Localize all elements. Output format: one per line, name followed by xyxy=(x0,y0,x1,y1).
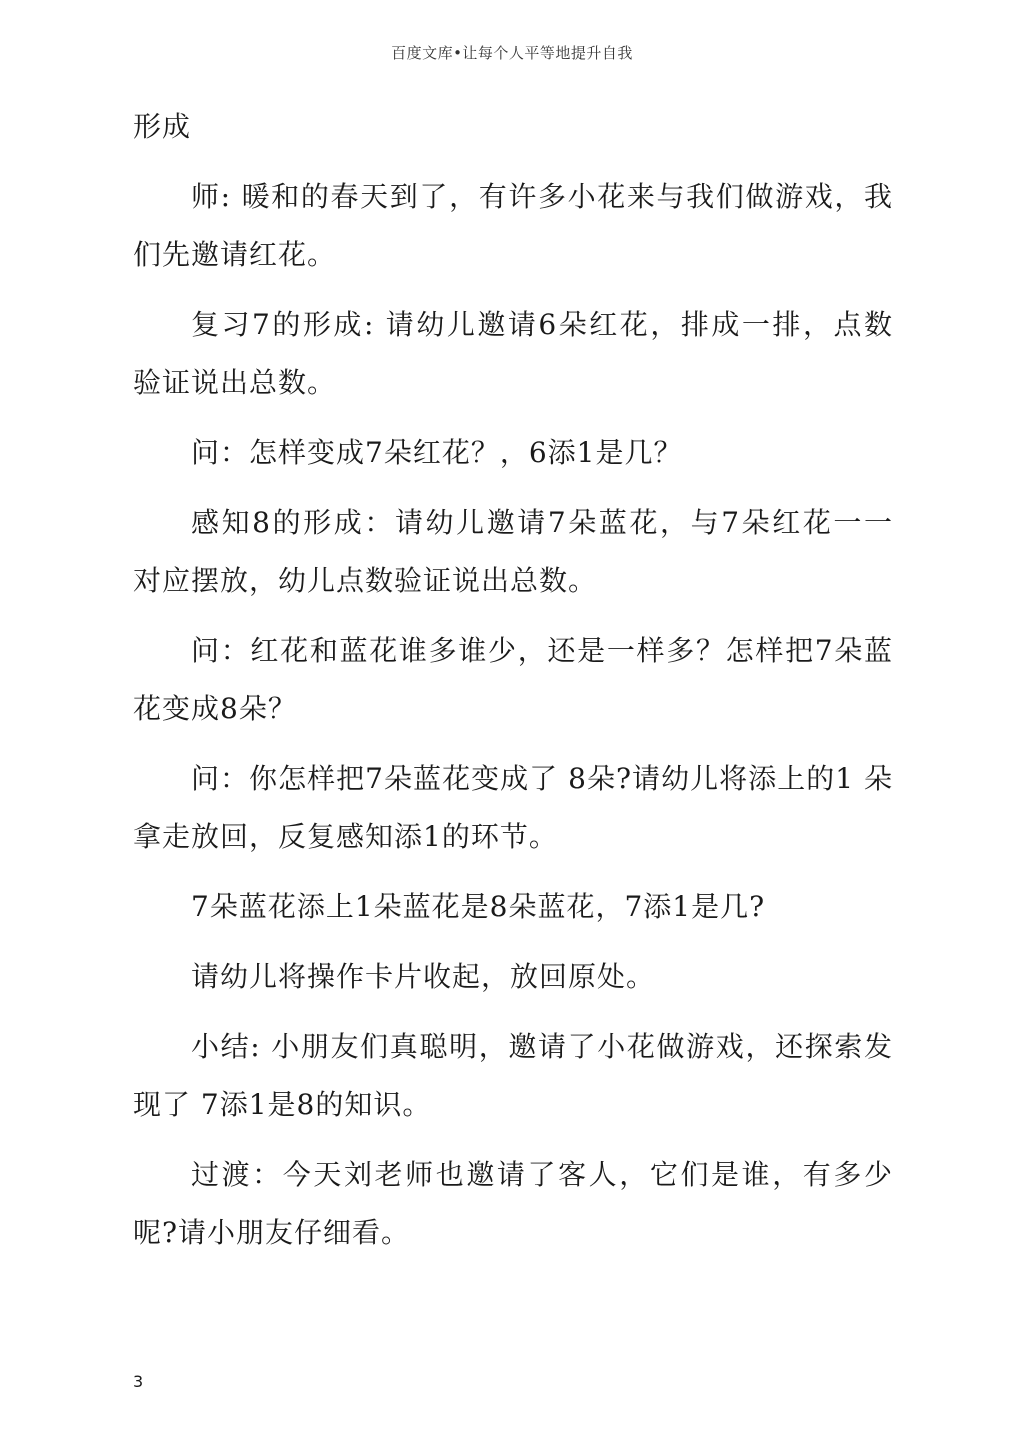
paragraph-5: 感知8的形成：请幼儿邀请7朵蓝花，与7朵红花一一 对应摆放，幼儿点数验证说出总数。 xyxy=(133,506,893,597)
paragraph-4: 问：怎样变成7朵红花？，6添1是几？ xyxy=(191,436,683,469)
paragraph-11: 过渡：今天刘老师也邀请了客人，它们是谁，有多少呢?请小朋友仔细看。 xyxy=(133,1158,893,1249)
paragraph-3: 复习7的形成: 请幼儿邀请6朵红花，排成一排，点数 验证说出总数。 xyxy=(133,308,893,399)
paragraph-6: 问：红花和蓝花谁多谁少，还是一样多？怎样把7朵蓝 花变成8朵？ xyxy=(133,634,893,725)
paragraph-8: 7朵蓝花添上1朵蓝花是8朵蓝花，7添1是几? xyxy=(191,890,766,923)
paragraph-2: 师: 暖和的春天到了，有许多小花来与我们做游戏，我 们先邀请红花。 xyxy=(133,180,893,271)
page-header: 百度文库•让每个人平等地提升自我 xyxy=(391,44,633,62)
page-number: 3 xyxy=(133,1372,144,1391)
paragraph-7: 问：你怎样把7朵蓝花变成了 8朵?请幼儿将添上的1 朵拿走放回，反复感知添1的环节。 xyxy=(133,762,893,853)
paragraph-10: 小结: 小朋友们真聪明，邀请了小花做游戏，还探索发 现了 7添1是8的知识。 xyxy=(133,1030,893,1121)
paragraph-1: 形成 xyxy=(133,110,192,143)
paragraph-9: 请幼儿将操作卡片收起，放回原处。 xyxy=(191,960,656,993)
document-body xyxy=(133,98,893,1262)
